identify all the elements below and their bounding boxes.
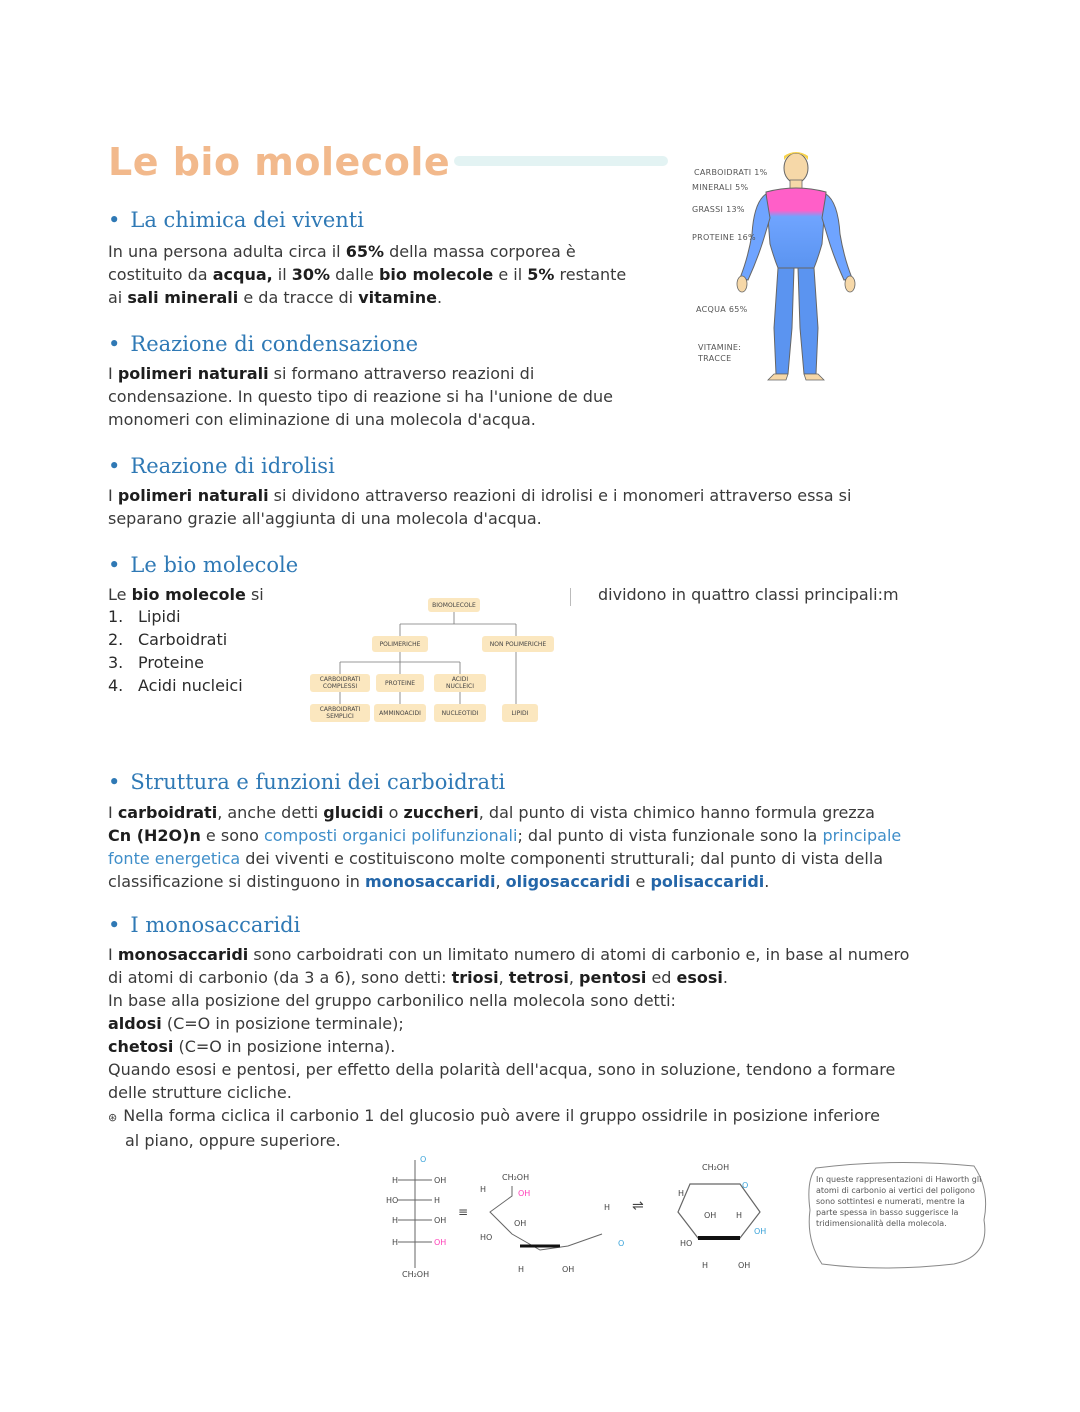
haworth-note: In queste rappresentazioni di Haworth gli atomi di carbonio ai vertici del poligono sono sottintesi e numerati, mentre la parte spessa in basso suggerisce la tridimensionalità della molecola.	[804, 1160, 990, 1270]
fischer-projection	[386, 1155, 446, 1279]
list-item: 4. Acidi nucleici	[108, 676, 243, 695]
equilibrium-arrow: ⇌	[632, 1198, 644, 1214]
svg-text:H: H	[702, 1261, 709, 1270]
svg-text:H: H	[392, 1238, 399, 1247]
heading-biomolecole: • Le bio molecole	[108, 553, 299, 577]
heading-condensazione: • Reazione di condensazione	[108, 332, 419, 356]
node-acidi-nucleici: ACIDI NUCLEICI	[434, 674, 486, 692]
list-item: 3. Proteine	[108, 653, 204, 672]
node-amminoacidi: AMMINOACIDI	[374, 704, 426, 722]
equivalence-symbol: ≡	[458, 1205, 469, 1219]
node-carboidrati-complessi: CARBOIDRATI COMPLESSI	[310, 674, 370, 692]
svg-text:OH: OH	[434, 1176, 447, 1185]
paragraph-biomolecole-end: dividono in quattro classi principali:m	[598, 585, 899, 604]
svg-text:O: O	[742, 1181, 749, 1190]
svg-text:OH: OH	[518, 1189, 531, 1198]
node-nucleotidi: NUCLEOTIDI	[434, 704, 486, 722]
node-carboidrati-semplici: CARBOIDRATI SEMPLICI	[310, 704, 370, 722]
svg-text:HO: HO	[680, 1239, 693, 1248]
label-grassi: GRASSI 13%	[692, 205, 745, 214]
bullet-dot: •	[108, 913, 121, 937]
label-vitamine: VITAMINE:	[698, 343, 742, 352]
heading-carboidrati: • Struttura e funzioni dei carboidrati	[108, 770, 506, 794]
svg-text:H: H	[392, 1176, 399, 1185]
label-carboidrati: CARBOIDRATI 1%	[694, 168, 768, 177]
svg-text:H: H	[392, 1216, 399, 1225]
label-tracce: TRACCE	[698, 354, 732, 363]
bullet-dot: •	[108, 332, 121, 356]
node-proteine: PROTEINE	[376, 674, 424, 692]
svg-text:OH: OH	[738, 1261, 751, 1270]
label-minerali: MINERALI 5%	[692, 183, 749, 192]
bullet-dot: •	[108, 553, 121, 577]
list-item: 1. Lipidi	[108, 607, 181, 626]
svg-text:O: O	[420, 1155, 427, 1164]
bullet-dot: •	[108, 454, 121, 478]
label-acqua: ACQUA 65%	[696, 305, 748, 314]
title-highlight	[454, 156, 668, 166]
text-cursor-divider	[570, 588, 571, 606]
svg-text:HO: HO	[386, 1196, 399, 1205]
biomolecole-org-chart	[306, 594, 566, 724]
svg-text:H: H	[604, 1203, 611, 1212]
svg-text:OH: OH	[704, 1211, 717, 1220]
svg-text:CH₂OH: CH₂OH	[702, 1163, 730, 1172]
svg-text:H: H	[678, 1189, 685, 1198]
haworth-ring	[678, 1163, 766, 1270]
open-chain-structure	[480, 1173, 624, 1274]
paragraph-monosaccaridi: I monosaccaridi sono carboidrati con un limitato numero di atomi di carbonio e, in base al numero di atomi di carbonio (da 3 a 6), sono detti: triosi, tetrosi, pentosi ed esosi. In base alla posizione del gruppo carbonilico nella molecola sono detti: aldosi (C=O in posizione terminale); chetosi (C=O in posizione interna). Quando esosi e pentosi, per effetto della polarità dell'acqua, sono in soluzione, tendono a formare delle strutture cicliche. ⊛ Nella forma ciclica il carbonio 1 del glucosio può avere il gruppo ossidrile in posizione inferiore al piano, oppure superiore.	[108, 945, 910, 1150]
svg-text:CH₂OH: CH₂OH	[502, 1173, 530, 1182]
svg-text:HO: HO	[480, 1233, 493, 1242]
paragraph-carboidrati: I carboidrati, anche detti glucidi o zuccheri, dal punto di vista chimico hanno formula grezza Cn (H2O)n e sono composti organici polifunzionali; dal punto di vista funzionale sono la principale fonte energetica dei viventi e costituiscono molte componenti strutturali; dal punto di vista della classificazione si distinguono in monosaccaridi, oligosaccaridi e polisaccaridi.	[108, 803, 902, 891]
paragraph-idrolisi: I polimeri naturali si dividono attraverso reazioni di idrolisi e i monomeri attraverso essa si separano grazie all'aggiunta di una molecola d'acqua.	[108, 486, 852, 528]
glucose-structures-diagram	[380, 1150, 800, 1290]
node-lipidi: LIPIDI	[502, 704, 538, 722]
node-biomolecole: BIOMOLECOLE	[428, 598, 480, 612]
svg-text:OH: OH	[754, 1227, 767, 1236]
heading-monosaccaridi: • I monosaccaridi	[108, 913, 301, 937]
paragraph-chimica: In una persona adulta circa il 65% della massa corporea è costituito da acqua, il 30% dalle bio molecole e il 5% restante ai sali minerali e da tracce di vitamine.	[108, 242, 627, 307]
node-non-polimeriche: NON POLIMERICHE	[482, 636, 554, 652]
bullet-dot: •	[108, 208, 121, 232]
svg-text:OH: OH	[434, 1238, 447, 1247]
node-polimeriche: POLIMERICHE	[372, 636, 428, 652]
svg-text:H: H	[434, 1196, 441, 1205]
heading-idrolisi: • Reazione di idrolisi	[108, 454, 335, 478]
bullet-dot: •	[108, 770, 121, 794]
label-proteine: PROTEINE 16%	[692, 233, 756, 242]
svg-text:H: H	[518, 1265, 525, 1274]
page-title: Le bio molecole	[108, 140, 451, 184]
svg-text:OH: OH	[434, 1216, 447, 1225]
svg-text:CH₂OH: CH₂OH	[402, 1270, 430, 1279]
heading-chimica: • La chimica dei viventi	[108, 208, 364, 232]
small-bullet: ⊛	[108, 1111, 118, 1124]
svg-text:O: O	[618, 1239, 625, 1248]
svg-text:OH: OH	[562, 1265, 575, 1274]
biomolecole-list	[108, 605, 243, 697]
svg-text:H: H	[736, 1211, 743, 1220]
paragraph-biomolecole-start: Le bio molecole si	[108, 585, 264, 604]
svg-text:OH: OH	[514, 1219, 527, 1228]
svg-text:H: H	[480, 1185, 487, 1194]
list-item: 2. Carboidrati	[108, 630, 228, 649]
paragraph-condensazione: I polimeri naturali si formano attraverso reazioni di condensazione. In questo tipo di reazione si ha l'unione de due monomeri con eliminazione di una molecola d'acqua.	[108, 364, 613, 429]
